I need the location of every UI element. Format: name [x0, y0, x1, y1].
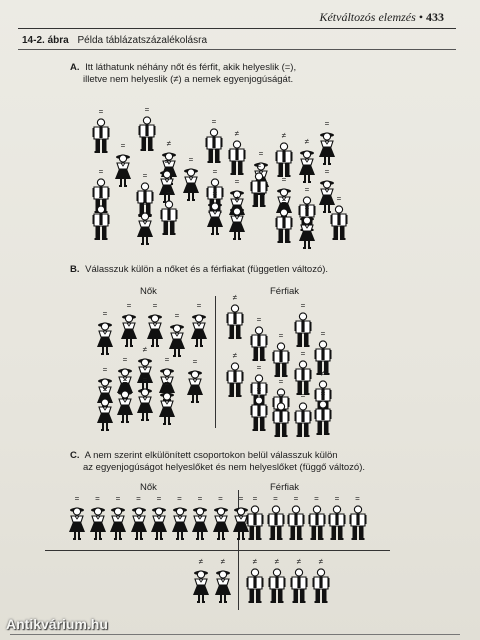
crowd-person	[228, 194, 246, 241]
figure-caption: Példa táblázatszázalékolásra	[77, 35, 208, 46]
not-equal-mark: ≠	[220, 557, 226, 566]
section-b-letter: B.	[70, 264, 80, 275]
equal-mark: =	[234, 177, 240, 186]
running-title: Kétváltozós elemzés	[319, 10, 416, 24]
equal-mark: =	[336, 194, 342, 203]
watermark: Antikvárium.hu	[6, 616, 108, 632]
woman-pictogram-icon	[68, 505, 86, 541]
equal-mark: =	[126, 301, 132, 310]
man-pictogram-icon	[349, 505, 367, 541]
not-equal-mark: ≠	[234, 194, 240, 203]
equal-mark: =	[142, 375, 148, 384]
woman-pictogram-icon	[146, 312, 164, 348]
crowd-person	[275, 197, 293, 244]
woman-figure	[190, 301, 208, 348]
man-pictogram-icon	[330, 205, 348, 241]
equal-mark: =	[300, 301, 306, 310]
woman-pictogram-icon	[89, 505, 107, 541]
section-c-horizontal-rule	[45, 550, 390, 551]
equal-mark: =	[211, 117, 217, 126]
equal-mark: =	[166, 189, 172, 198]
man-pictogram-icon	[272, 402, 290, 438]
equal-mark: =	[320, 389, 326, 398]
equal-mark: =	[152, 301, 158, 310]
not-equal-mark: ≠	[166, 139, 172, 148]
equal-mark: =	[252, 494, 258, 503]
woman-approve	[89, 494, 107, 541]
man-pictogram-icon	[226, 362, 244, 398]
woman-pictogram-icon	[298, 214, 316, 250]
man-disapprove	[268, 557, 286, 604]
equal-mark: =	[212, 167, 218, 176]
man-approve	[308, 494, 326, 541]
man-pictogram-icon	[250, 172, 268, 208]
equal-mark: =	[197, 494, 203, 503]
not-equal-mark: ≠	[164, 379, 170, 388]
page-number: 433	[426, 10, 444, 24]
woman-pictogram-icon	[298, 148, 316, 184]
woman-approve	[68, 494, 86, 541]
section-a-letter: A.	[70, 62, 80, 73]
man-figure	[250, 385, 268, 432]
woman-figure	[146, 301, 164, 348]
woman-pictogram-icon	[130, 505, 148, 541]
man-disapprove	[290, 557, 308, 604]
man-pictogram-icon	[138, 116, 156, 152]
woman-pictogram-icon	[150, 505, 168, 541]
equal-mark: =	[102, 385, 108, 394]
crowd-person	[205, 117, 223, 164]
equal-mark: =	[122, 355, 128, 364]
man-pictogram-icon	[246, 568, 264, 604]
section-a-line2: illetve nem helyeslik (≠) a nemek egyenjogúságát.	[83, 74, 294, 85]
not-equal-mark: ≠	[281, 131, 287, 140]
not-equal-mark: ≠	[274, 557, 280, 566]
man-pictogram-icon	[160, 200, 178, 236]
woman-figure	[186, 357, 204, 404]
figure-title	[22, 35, 207, 46]
man-pictogram-icon	[294, 312, 312, 348]
man-approve	[246, 494, 264, 541]
man-pictogram-icon	[275, 142, 293, 178]
man-pictogram-icon	[312, 568, 330, 604]
equal-mark: =	[192, 357, 198, 366]
equal-mark: =	[95, 494, 100, 503]
woman-approve	[130, 494, 148, 541]
woman-pictogram-icon	[136, 210, 154, 246]
equal-mark: =	[164, 355, 170, 364]
section-b-women-label: Nők	[140, 286, 157, 297]
equal-mark: =	[334, 494, 340, 503]
woman-pictogram-icon	[318, 130, 336, 166]
man-pictogram-icon	[268, 568, 286, 604]
woman-pictogram-icon	[190, 312, 208, 348]
man-approve	[349, 494, 367, 541]
man-pictogram-icon	[92, 118, 110, 154]
equal-mark: =	[218, 494, 223, 503]
equal-mark: =	[300, 391, 306, 400]
equal-mark: =	[120, 141, 126, 150]
not-equal-mark: ≠	[256, 161, 262, 170]
man-disapprove	[312, 557, 330, 604]
equal-mark: =	[102, 309, 108, 318]
not-equal-mark: ≠	[252, 557, 258, 566]
not-equal-mark: ≠	[212, 189, 218, 198]
woman-pictogram-icon	[136, 386, 154, 422]
equal-mark: =	[278, 331, 284, 340]
section-b-men-label: Férfiak	[270, 286, 300, 297]
equal-mark: =	[300, 349, 306, 358]
woman-pictogram-icon	[206, 200, 224, 236]
woman-pictogram-icon	[116, 388, 134, 424]
not-equal-mark: ≠	[232, 293, 238, 302]
not-equal-mark: ≠	[318, 557, 324, 566]
equal-mark: =	[142, 199, 148, 208]
section-c-line1: A nem szerint elkülönített csoportokon belül válasszuk külön	[84, 450, 338, 461]
equal-mark: =	[278, 377, 284, 386]
equal-mark: =	[115, 494, 121, 503]
man-figure	[250, 315, 268, 362]
man-pictogram-icon	[275, 208, 293, 244]
woman-pictogram-icon	[96, 320, 114, 356]
man-pictogram-icon	[250, 396, 268, 432]
crowd-person	[250, 161, 268, 208]
woman-disapprove	[192, 557, 210, 604]
woman-pictogram-icon	[158, 168, 176, 204]
section-c-line2: az egyenjogúságot helyeslőket és nem helyeslőket (függő változó).	[83, 462, 366, 473]
not-equal-mark: ≠	[198, 557, 204, 566]
not-equal-mark: ≠	[320, 369, 326, 378]
footer-rule	[10, 634, 460, 635]
equal-mark: =	[136, 494, 141, 503]
woman-pictogram-icon	[214, 568, 232, 604]
crowd-person	[138, 105, 156, 152]
equal-mark: =	[293, 494, 299, 503]
woman-figure	[120, 301, 138, 348]
section-b-line: Válasszuk külön a nőket és a férfiakat (független változó).	[85, 264, 329, 275]
equal-mark: =	[304, 203, 310, 212]
woman-pictogram-icon	[171, 505, 189, 541]
man-disapprove	[246, 557, 264, 604]
man-figure	[294, 301, 312, 348]
woman-pictogram-icon	[192, 568, 210, 604]
woman-pictogram-icon	[212, 505, 230, 541]
equal-mark: =	[122, 377, 128, 386]
not-equal-mark: ≠	[232, 351, 238, 360]
woman-figure	[96, 385, 114, 432]
man-pictogram-icon	[228, 140, 246, 176]
crowd-person	[298, 203, 316, 250]
crowd-person	[228, 129, 246, 176]
equal-mark: =	[144, 105, 150, 114]
section-c-women-label: Nők	[140, 482, 157, 493]
woman-pictogram-icon	[168, 322, 186, 358]
woman-approve	[150, 494, 168, 541]
bullet: •	[418, 10, 423, 24]
figure-number: 14-2. ábra	[22, 35, 69, 46]
man-pictogram-icon	[250, 326, 268, 362]
section-c-letter: C.	[70, 450, 80, 461]
woman-approve	[212, 494, 230, 541]
equal-mark: =	[196, 301, 202, 310]
woman-pictogram-icon	[158, 390, 176, 426]
woman-pictogram-icon	[120, 312, 138, 348]
equal-mark: =	[142, 171, 148, 180]
man-pictogram-icon	[92, 205, 110, 241]
equal-mark: =	[320, 329, 326, 338]
woman-pictogram-icon	[191, 505, 209, 541]
woman-figure	[168, 311, 186, 358]
equal-mark: =	[98, 167, 104, 176]
equal-mark: =	[281, 197, 287, 206]
man-approve	[287, 494, 305, 541]
man-pictogram-icon	[226, 304, 244, 340]
woman-disapprove	[214, 557, 232, 604]
section-c-men-label: Férfiak	[270, 482, 300, 493]
section-a-line1: Itt láthatunk néhány nőt és férfit, akik helyeslik (=),	[85, 62, 297, 73]
not-equal-mark: ≠	[296, 557, 302, 566]
man-figure	[314, 389, 332, 436]
man-pictogram-icon	[272, 342, 290, 378]
equal-mark: =	[355, 494, 360, 503]
crowd-person	[92, 194, 110, 241]
woman-pictogram-icon	[186, 368, 204, 404]
equal-mark: =	[238, 494, 244, 503]
man-approve	[328, 494, 346, 541]
equal-mark: =	[256, 363, 262, 372]
crowd-person	[114, 141, 132, 188]
crowd-person	[318, 119, 336, 166]
crowd-person	[136, 199, 154, 246]
equal-mark: =	[188, 155, 194, 164]
man-figure	[272, 331, 290, 378]
equal-mark: =	[304, 185, 310, 194]
equal-mark: =	[281, 175, 287, 184]
crowd-person	[92, 107, 110, 154]
equal-mark: =	[174, 311, 180, 320]
woman-pictogram-icon	[114, 152, 132, 188]
section-b-text	[70, 264, 328, 276]
equal-mark: =	[324, 167, 330, 176]
woman-pictogram-icon	[109, 505, 127, 541]
woman-approve	[191, 494, 209, 541]
crowd-person	[158, 157, 176, 204]
woman-figure	[136, 375, 154, 422]
equal-mark: =	[256, 385, 262, 394]
man-pictogram-icon	[328, 505, 346, 541]
equal-mark: =	[258, 149, 264, 158]
equal-mark: =	[314, 494, 319, 503]
equal-mark: =	[324, 119, 330, 128]
not-equal-mark: ≠	[234, 129, 240, 138]
woman-pictogram-icon	[96, 396, 114, 432]
man-pictogram-icon	[205, 128, 223, 164]
man-pictogram-icon	[290, 568, 308, 604]
header-rule	[18, 28, 456, 29]
equal-mark: =	[98, 194, 104, 203]
man-figure	[226, 293, 244, 340]
equal-mark: =	[256, 315, 262, 324]
equal-mark: =	[156, 494, 162, 503]
man-figure	[226, 351, 244, 398]
woman-approve	[171, 494, 189, 541]
woman-pictogram-icon	[182, 166, 200, 202]
section-a-text	[70, 62, 296, 86]
man-pictogram-icon	[314, 400, 332, 436]
not-equal-mark: ≠	[142, 345, 148, 354]
man-approve	[267, 494, 285, 541]
equal-mark: =	[177, 494, 182, 503]
woman-figure	[158, 379, 176, 426]
running-head	[319, 10, 444, 25]
equal-mark: =	[102, 365, 108, 374]
man-pictogram-icon	[308, 505, 326, 541]
woman-approve	[109, 494, 127, 541]
crowd-person	[182, 155, 200, 202]
crowd-person	[275, 131, 293, 178]
woman-figure	[96, 309, 114, 356]
figure-rule	[18, 49, 456, 50]
equal-mark: =	[164, 157, 170, 166]
man-pictogram-icon	[246, 505, 264, 541]
crowd-person	[298, 137, 316, 184]
equal-mark: =	[98, 107, 104, 116]
section-b-divider	[215, 296, 216, 428]
equal-mark: =	[278, 391, 284, 400]
man-figure	[272, 391, 290, 438]
crowd-person	[206, 189, 224, 236]
woman-pictogram-icon	[228, 205, 246, 241]
crowd-person	[330, 194, 348, 241]
man-pictogram-icon	[267, 505, 285, 541]
crowd-person	[160, 189, 178, 236]
woman-figure	[116, 377, 134, 424]
section-c-text	[70, 450, 365, 474]
man-pictogram-icon	[287, 505, 305, 541]
equal-mark: =	[273, 494, 278, 503]
equal-mark: =	[74, 494, 80, 503]
man-figure	[294, 391, 312, 438]
man-pictogram-icon	[294, 402, 312, 438]
not-equal-mark: ≠	[304, 137, 310, 146]
